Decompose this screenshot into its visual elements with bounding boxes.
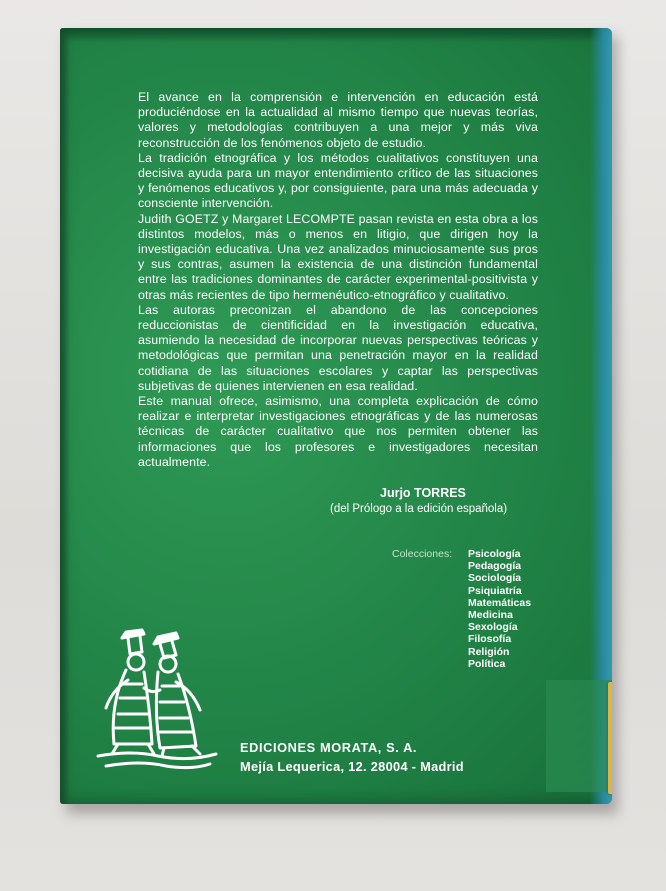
collection-item: Sexología: [468, 621, 518, 634]
attribution-note: (del Prólogo a la edición española): [330, 503, 508, 515]
library-sticker: [608, 682, 612, 794]
collection-item: Medicina: [468, 609, 513, 622]
attribution-author: Jurjo TORRES: [380, 486, 466, 500]
collection-item: Política: [468, 657, 506, 670]
collection-item: Pedagogía: [468, 560, 522, 573]
blurb-paragraph-1: El avance en la comprensión e intervención en educación está produciéndose en la actualidad al mismo tiempo que nuevas teorías, valores y metodologías contribuyen a una mejor y más viva reconstrucción de los fenómenos objeto de estudio.: [138, 90, 538, 150]
collection-item: Matemáticas: [468, 596, 532, 609]
collection-item: Religión: [468, 645, 510, 658]
blurb-paragraph-2: La tradición etnográfica y los métodos cualitativos constituyen una decisiva ayuda para un mayor entendimiento crítico de las situaciones y fenómenos educativos y, por consiguiente, para una más adecuada y consciente intervención.: [138, 150, 538, 211]
cover-top-edge: [60, 28, 612, 42]
collection-item: Filosofía: [468, 633, 512, 646]
collection-item: Psicología: [468, 548, 521, 560]
book-back-cover: [60, 28, 612, 804]
blurb-paragraph-3: Judith GOETZ y Margaret LECOMPTE pasan revista en esta obra a los distintos modelos, más o menos en litigio, que dirigen hoy la investigación educativa. Una vez analizados minuciosamente sus pros y sus contras, asumen la existencia de una distinción fundamental entre las tradiciones dominantes de carácter experimental-positivista y otras más recientes de tipo hermenéutico-etnográfico y cualitativo.: [138, 211, 538, 302]
collections-label: Colecciones:: [392, 548, 453, 560]
publisher-name: EDICIONES MORATA, S. A.: [240, 740, 418, 755]
collection-item: Psiquiatría: [468, 584, 522, 597]
collections-list: [468, 548, 531, 670]
collection-item: Sociología: [468, 572, 522, 585]
cover-left-edge: [60, 28, 70, 804]
publisher-logo-icon: [92, 624, 226, 774]
blurb-paragraph-5: Este manual ofrece, asimismo, una completa explicación de cómo realizar e interpretar investigaciones etnográficas y de las numerosas técnicas de carácter cualitativo que nos permiten obtener las informaciones que los profesores e investigadores necesitan actualmente.: [138, 394, 538, 469]
publisher-address: Mejía Lequerica, 12. 28004 - Madrid: [240, 759, 464, 774]
label-residue: [546, 680, 612, 792]
back-cover-blurb: [138, 90, 538, 470]
blurb-paragraph-4: Las autoras preconizan el abandono de las concepciones reduccionistas de cientificidad en la investigación educativa, asumiendo la necesidad de incorporar nuevas perspectivas teóricas y metodológicas que permitan una penetración mayor en la realidad cotidiana de las situaciones escolares y captar las perspectivas subjetivas de quienes intervienen en esa realidad.: [138, 302, 538, 393]
